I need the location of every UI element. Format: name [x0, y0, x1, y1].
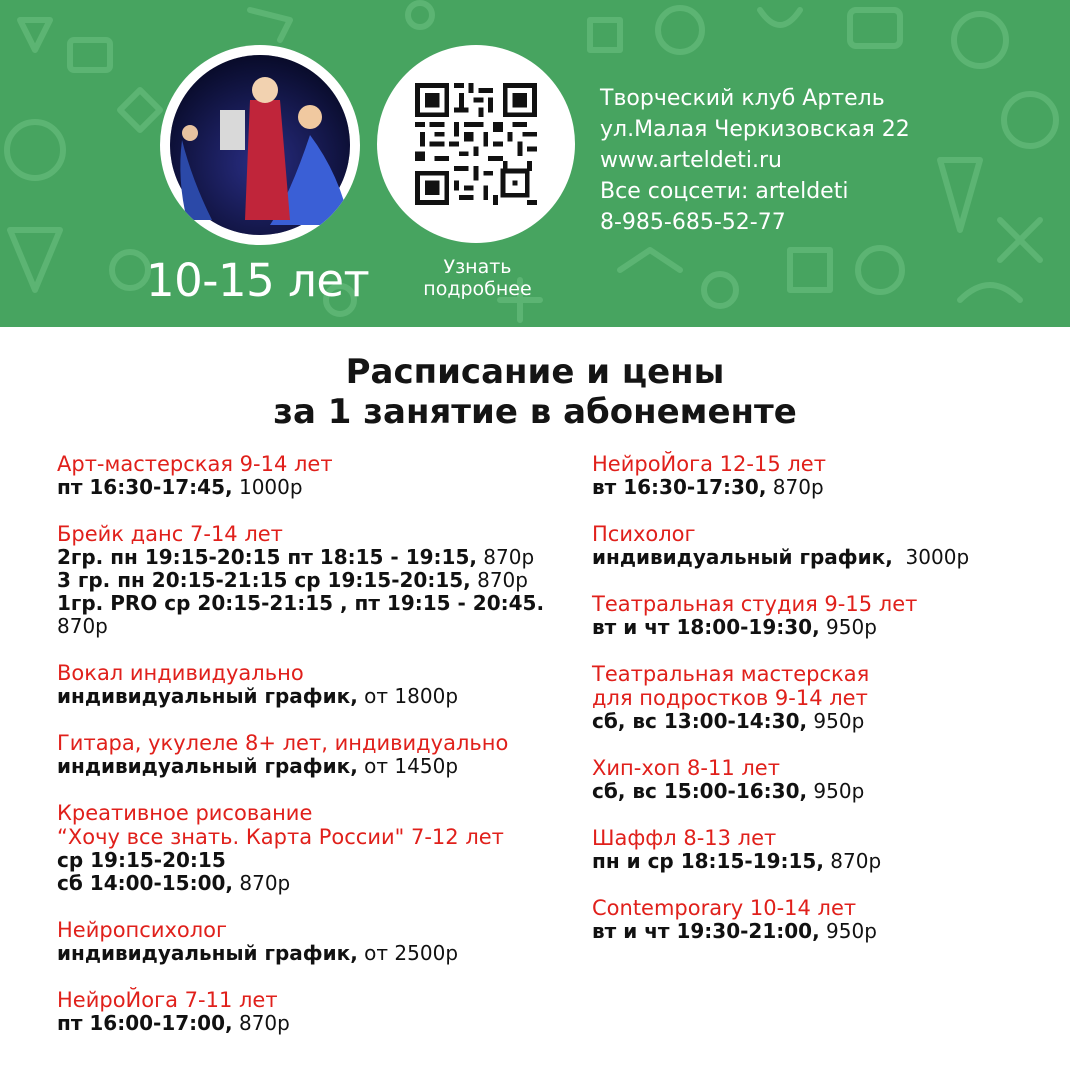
address: ул.Малая Черкизовская 22	[600, 117, 910, 142]
social-handle: Все соцсети: arteldeti	[600, 179, 849, 204]
schedule-line	[57, 872, 577, 895]
schedule-line	[57, 685, 577, 708]
schedule-time: индивидуальный график,	[57, 684, 358, 708]
price: 950р	[807, 779, 865, 803]
schedule-time: индивидуальный график,	[57, 754, 358, 778]
schedule-time: 2гр. пн 19:15-20:15 пт 18:15 - 19:15,	[57, 545, 477, 569]
course-name: Брейк данс 7-14 лет	[57, 522, 283, 546]
website-link[interactable]: www.arteldeti.ru	[600, 148, 782, 173]
schedule-line	[592, 710, 1062, 733]
course-name: Арт-мастерская 9-14 лет	[57, 452, 333, 476]
schedule-line	[57, 569, 577, 592]
schedule-item	[592, 896, 1062, 943]
schedule-time: вт и чт 19:30-21:00,	[592, 919, 820, 943]
schedule-line	[57, 476, 577, 499]
schedule-time: сб 14:00-15:00,	[57, 871, 234, 895]
course-name: Нейропсихолог	[57, 918, 228, 942]
price: 870р	[470, 568, 528, 592]
header-banner	[0, 0, 1070, 327]
schedule-line	[57, 592, 577, 615]
price: 870р	[233, 871, 291, 895]
schedule-time: 3 гр. пн 20:15-21:15 ср 19:15-20:15,	[57, 568, 471, 592]
schedule-line	[592, 476, 1062, 499]
schedule-line	[592, 546, 1062, 569]
schedule-line	[57, 849, 577, 872]
course-name: Психолог	[592, 522, 696, 546]
schedule-line	[57, 615, 577, 638]
course-name: Креативное рисование	[57, 801, 313, 825]
course-name: Contemporary 10-14 лет	[592, 896, 857, 920]
schedule-time: сб, вс 15:00-16:30,	[592, 779, 808, 803]
schedule-item	[57, 661, 577, 708]
schedule-item	[592, 662, 1062, 733]
theatre-photo	[160, 45, 360, 245]
schedule-line	[57, 942, 577, 965]
price: 950р	[819, 615, 877, 639]
schedule-line	[57, 546, 577, 569]
schedule-time: вт и чт 18:00-19:30,	[592, 615, 820, 639]
schedule-time: пт 16:30-17:45,	[57, 475, 233, 499]
price: 3000р	[892, 545, 970, 569]
schedule-line	[57, 1012, 577, 1035]
page-title: Расписание и цены за 1 занятие в абонементе	[273, 352, 797, 432]
schedule-time: 1гр. PRO ср 20:15-21:15 , пт 19:15 - 20:45.	[57, 591, 545, 615]
schedule-time: индивидуальный график,	[592, 545, 893, 569]
price: 950р	[819, 919, 877, 943]
schedule-item	[592, 826, 1062, 873]
schedule-item	[57, 452, 577, 499]
price: от 1450р	[357, 754, 459, 778]
schedule-item	[57, 801, 577, 895]
schedule-item	[592, 452, 1062, 499]
schedule-item	[57, 988, 577, 1035]
club-name: Творческий клуб Артель	[600, 86, 885, 111]
schedule-time: сб, вс 13:00-14:30,	[592, 709, 808, 733]
course-name: НейроЙога 12-15 лет	[592, 452, 826, 476]
phone-number[interactable]: 8-985-685-52-77	[600, 210, 786, 235]
schedule-time: ср 19:15-20:15	[57, 848, 226, 872]
qr-code-icon	[415, 83, 537, 205]
course-name: Хип-хоп 8-11 лет	[592, 756, 780, 780]
schedule-item	[592, 756, 1062, 803]
learn-more-caption: Узнать подробнее	[423, 256, 532, 300]
qr-code-button[interactable]	[377, 45, 575, 243]
contacts-block	[600, 83, 910, 238]
schedule-item	[57, 918, 577, 965]
price: 870р	[57, 614, 108, 638]
course-name: Вокал индивидуально	[57, 661, 304, 685]
course-name: Гитара, укулеле 8+ лет, индивидуально	[57, 731, 509, 755]
price: 950р	[807, 709, 865, 733]
schedule-line	[592, 616, 1062, 639]
course-name: НейроЙога 7-11 лет	[57, 988, 278, 1012]
price: 870р	[232, 1011, 290, 1035]
schedule-time: индивидуальный график,	[57, 941, 358, 965]
price: 870р	[766, 475, 824, 499]
schedule-item	[592, 592, 1062, 639]
schedule-line	[592, 780, 1062, 803]
age-range: 10-15 лет	[146, 254, 370, 307]
schedule-item	[57, 522, 577, 638]
schedule-left-column	[57, 452, 577, 1058]
schedule-item	[592, 522, 1062, 569]
price: 870р	[823, 849, 882, 873]
price: от 2500р	[357, 941, 459, 965]
schedule-line	[592, 850, 1062, 873]
course-name: для подростков 9-14 лет	[592, 686, 868, 710]
schedule-time: пн и ср 18:15-19:15,	[592, 849, 824, 873]
course-name: Театральная студия 9-15 лет	[592, 592, 918, 616]
schedule-line	[592, 920, 1062, 943]
price: 1000р	[232, 475, 303, 499]
schedule-time: пт 16:00-17:00,	[57, 1011, 233, 1035]
course-name: Театральная мастерская	[592, 662, 870, 686]
course-name: “Хочу все знать. Карта России" 7-12 лет	[57, 825, 504, 849]
schedule-line	[57, 755, 577, 778]
course-name: Шаффл 8-13 лет	[592, 826, 777, 850]
price: 870р	[476, 545, 535, 569]
schedule-time: вт 16:30-17:30,	[592, 475, 767, 499]
price: от 1800р	[357, 684, 459, 708]
schedule-right-column	[592, 452, 1062, 966]
schedule-item	[57, 731, 577, 778]
